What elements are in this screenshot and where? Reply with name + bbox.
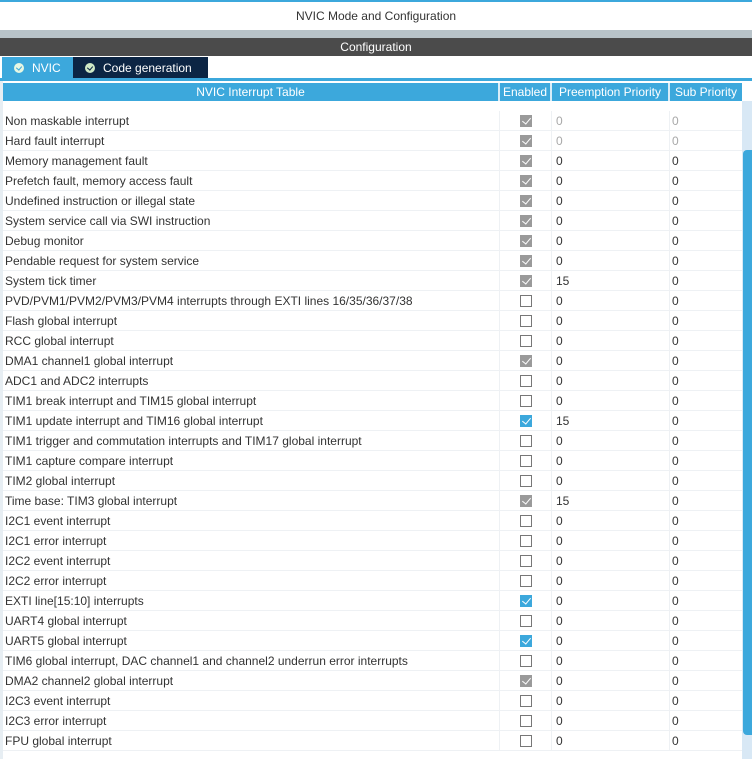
sub-priority-cell[interactable]: 0	[672, 173, 679, 188]
sub-priority-cell[interactable]: 0	[672, 473, 679, 488]
enabled-cell	[500, 531, 552, 550]
tab-label: NVIC	[32, 60, 61, 75]
enabled-cell	[500, 331, 552, 350]
interrupt-name: TIM1 update interrupt and TIM16 global interrupt	[3, 411, 500, 430]
table-row[interactable]	[3, 711, 742, 731]
preemption-priority-cell[interactable]: 0	[552, 431, 670, 450]
interrupt-name: TIM2 global interrupt	[3, 471, 500, 490]
preemption-priority-cell[interactable]: 0	[552, 231, 670, 250]
enabled-cell	[500, 731, 552, 750]
table-row[interactable]	[3, 591, 742, 611]
sub-priority-cell[interactable]: 0	[672, 153, 679, 168]
interrupt-name: Flash global interrupt	[3, 311, 500, 330]
enabled-cell	[500, 511, 552, 530]
tab-code-generation[interactable]	[73, 57, 208, 78]
preemption-priority-cell[interactable]: 0	[552, 551, 670, 570]
interrupt-name: Prefetch fault, memory access fault	[3, 171, 500, 190]
check-circle-icon	[14, 63, 24, 73]
table-row[interactable]	[3, 251, 742, 271]
sub-priority-cell[interactable]: 0	[672, 653, 679, 668]
table-row[interactable]	[3, 471, 742, 491]
interrupt-name: FPU global interrupt	[3, 731, 500, 750]
enabled-cell	[500, 551, 552, 570]
enabled-cell	[500, 611, 552, 630]
interrupt-name: Debug monitor	[3, 231, 500, 250]
checkbox-checked-icon	[520, 155, 532, 167]
checkbox-checked-icon	[520, 235, 532, 247]
window-title: NVIC Mode and Configuration	[0, 2, 752, 30]
table-row[interactable]	[3, 371, 742, 391]
checkbox-checked-icon	[520, 175, 532, 187]
preemption-priority-cell[interactable]: 0	[552, 571, 670, 590]
enabled-cell	[500, 591, 552, 610]
sub-priority-cell[interactable]: 0	[672, 673, 679, 688]
table-row[interactable]	[3, 451, 742, 471]
sub-priority-cell[interactable]: 0	[672, 573, 679, 588]
enabled-cell	[500, 291, 552, 310]
sub-priority-cell[interactable]: 0	[672, 513, 679, 528]
tab-nvic[interactable]	[2, 57, 73, 78]
table-header	[3, 83, 742, 101]
preemption-priority-cell[interactable]: 0	[552, 511, 670, 530]
sub-priority-cell[interactable]: 0	[672, 733, 679, 748]
checkbox-checked-icon[interactable]	[520, 415, 532, 427]
checkbox-unchecked-icon[interactable]	[520, 575, 532, 587]
checkbox-checked-icon	[520, 255, 532, 267]
preemption-priority-cell[interactable]: 0	[552, 631, 670, 650]
checkbox-checked-icon	[520, 215, 532, 227]
table-row[interactable]	[3, 271, 742, 291]
enabled-cell	[500, 371, 552, 390]
enabled-cell	[500, 571, 552, 590]
checkbox-checked-icon	[520, 355, 532, 367]
checkbox-unchecked-icon[interactable]	[520, 335, 532, 347]
preemption-priority-cell[interactable]: 0	[552, 391, 670, 410]
table-row[interactable]	[3, 351, 742, 371]
tab-bar	[2, 57, 208, 78]
interrupt-name: System service call via SWI instruction	[3, 211, 500, 230]
sub-priority-cell[interactable]: 0	[672, 273, 679, 288]
preemption-priority-cell[interactable]: 0	[552, 731, 670, 750]
enabled-cell	[500, 651, 552, 670]
preemption-priority-cell[interactable]: 0	[552, 311, 670, 330]
enabled-cell	[500, 131, 552, 150]
preemption-priority-cell[interactable]: 0	[552, 471, 670, 490]
interrupt-name: I2C3 error interrupt	[3, 711, 500, 730]
sub-priority-cell[interactable]: 0	[672, 293, 679, 308]
interrupt-name: Time base: TIM3 global interrupt	[3, 491, 500, 510]
tab-underline	[0, 78, 752, 81]
interrupt-name: DMA2 channel2 global interrupt	[3, 671, 500, 690]
table-row[interactable]	[3, 731, 742, 751]
sub-priority-cell[interactable]: 0	[672, 553, 679, 568]
interrupt-name: Pendable request for system service	[3, 251, 500, 270]
enabled-cell	[500, 411, 552, 430]
column-header-sub-priority[interactable]: Sub Priority	[670, 83, 742, 101]
interrupt-name: RCC global interrupt	[3, 331, 500, 350]
enabled-cell	[500, 491, 552, 510]
checkbox-checked-icon	[520, 495, 532, 507]
table-row[interactable]	[3, 611, 742, 631]
sub-priority-cell[interactable]: 0	[672, 353, 679, 368]
preemption-priority-cell: 0	[552, 131, 670, 150]
checkbox-unchecked-icon[interactable]	[520, 695, 532, 707]
enabled-cell	[500, 351, 552, 370]
sub-priority-cell[interactable]: 0	[672, 613, 679, 628]
table-row[interactable]	[3, 571, 742, 591]
preemption-priority-cell[interactable]: 15	[552, 411, 670, 430]
enabled-cell	[500, 231, 552, 250]
interrupt-name: I2C1 error interrupt	[3, 531, 500, 550]
checkbox-unchecked-icon[interactable]	[520, 515, 532, 527]
sub-priority-cell[interactable]: 0	[672, 393, 679, 408]
interrupt-name: Non maskable interrupt	[3, 111, 500, 130]
sub-priority-cell[interactable]: 0	[672, 533, 679, 548]
tab-label: Code generation	[103, 60, 192, 75]
table-row[interactable]	[3, 511, 742, 531]
preemption-priority-cell[interactable]: 0	[552, 691, 670, 710]
interrupt-name: I2C1 event interrupt	[3, 511, 500, 530]
table-row[interactable]	[3, 291, 742, 311]
sub-priority-cell[interactable]: 0	[672, 313, 679, 328]
table-row[interactable]	[3, 311, 742, 331]
checkbox-checked-icon	[520, 675, 532, 687]
sub-priority-cell[interactable]: 0	[672, 593, 679, 608]
checkbox-checked-icon[interactable]	[520, 635, 532, 647]
checkbox-checked-icon	[520, 195, 532, 207]
table-row[interactable]	[3, 171, 742, 191]
interrupt-name: EXTI line[15:10] interrupts	[3, 591, 500, 610]
table-row[interactable]	[3, 151, 742, 171]
interrupt-name: Memory management fault	[3, 151, 500, 170]
interrupt-name: TIM1 break interrupt and TIM15 global interrupt	[3, 391, 500, 410]
sub-priority-cell[interactable]: 0	[672, 193, 679, 208]
checkbox-unchecked-icon[interactable]	[520, 455, 532, 467]
enabled-cell	[500, 311, 552, 330]
sub-priority-cell[interactable]: 0	[672, 493, 679, 508]
table-row[interactable]	[3, 671, 742, 691]
interrupt-name: I2C2 error interrupt	[3, 571, 500, 590]
section-title: Configuration	[0, 38, 752, 56]
table-row[interactable]	[3, 631, 742, 651]
sub-priority-cell[interactable]: 0	[672, 433, 679, 448]
enabled-cell	[500, 691, 552, 710]
sub-priority-cell[interactable]: 0	[672, 233, 679, 248]
sub-priority-cell[interactable]: 0	[672, 373, 679, 388]
table-row[interactable]	[3, 691, 742, 711]
preemption-priority-cell[interactable]: 0	[552, 151, 670, 170]
interrupt-name: TIM1 capture compare interrupt	[3, 451, 500, 470]
vertical-scrollbar-thumb[interactable]	[743, 150, 752, 735]
table-row[interactable]	[3, 651, 742, 671]
enabled-cell	[500, 391, 552, 410]
checkbox-unchecked-icon[interactable]	[520, 435, 532, 447]
enabled-cell	[500, 671, 552, 690]
checkbox-unchecked-icon[interactable]	[520, 295, 532, 307]
interrupt-name: I2C3 event interrupt	[3, 691, 500, 710]
divider-bar	[0, 30, 752, 38]
enabled-cell	[500, 271, 552, 290]
interrupt-name: I2C2 event interrupt	[3, 551, 500, 570]
sub-priority-cell: 0	[672, 113, 679, 128]
interrupt-name: Hard fault interrupt	[3, 131, 500, 150]
preemption-priority-cell[interactable]: 0	[552, 711, 670, 730]
preemption-priority-cell[interactable]: 0	[552, 171, 670, 190]
table-row[interactable]	[3, 411, 742, 431]
table-row[interactable]	[3, 431, 742, 451]
checkbox-checked-icon	[520, 275, 532, 287]
checkbox-unchecked-icon[interactable]	[520, 315, 532, 327]
checkbox-unchecked-icon[interactable]	[520, 475, 532, 487]
column-header-enabled[interactable]: Enabled	[500, 83, 552, 101]
sub-priority-cell[interactable]: 0	[672, 213, 679, 228]
preemption-priority-cell[interactable]: 0	[552, 191, 670, 210]
preemption-priority-cell[interactable]: 0	[552, 451, 670, 470]
checkbox-unchecked-icon[interactable]	[520, 555, 532, 567]
enabled-cell	[500, 711, 552, 730]
table-row[interactable]	[3, 131, 742, 151]
preemption-priority-cell[interactable]: 15	[552, 271, 670, 290]
sub-priority-cell[interactable]: 0	[672, 633, 679, 648]
checkbox-unchecked-icon[interactable]	[520, 395, 532, 407]
enabled-cell	[500, 171, 552, 190]
table-row[interactable]	[3, 211, 742, 231]
enabled-cell	[500, 211, 552, 230]
sub-priority-cell: 0	[672, 133, 679, 148]
preemption-priority-cell[interactable]: 15	[552, 491, 670, 510]
sub-priority-cell[interactable]: 0	[672, 693, 679, 708]
checkbox-unchecked-icon[interactable]	[520, 655, 532, 667]
interrupt-name: UART4 global interrupt	[3, 611, 500, 630]
table-row[interactable]	[3, 531, 742, 551]
checkbox-checked-icon	[520, 135, 532, 147]
checkbox-unchecked-icon[interactable]	[520, 715, 532, 727]
interrupt-name: PVD/PVM1/PVM2/PVM3/PVM4 interrupts through EXTI lines 16/35/36/37/38	[3, 291, 500, 310]
sub-priority-cell[interactable]: 0	[672, 713, 679, 728]
table-row[interactable]	[3, 491, 742, 511]
preemption-priority-cell[interactable]: 0	[552, 371, 670, 390]
interrupt-name: ADC1 and ADC2 interrupts	[3, 371, 500, 390]
check-circle-icon	[85, 63, 95, 73]
checkbox-checked-icon[interactable]	[520, 595, 532, 607]
preemption-priority-cell[interactable]: 0	[552, 331, 670, 350]
checkbox-checked-icon	[520, 115, 532, 127]
checkbox-unchecked-icon[interactable]	[520, 735, 532, 747]
preemption-priority-cell[interactable]: 0	[552, 651, 670, 670]
enabled-cell	[500, 471, 552, 490]
preemption-priority-cell[interactable]: 0	[552, 671, 670, 690]
preemption-priority-cell: 0	[552, 111, 670, 130]
interrupt-name: UART5 global interrupt	[3, 631, 500, 650]
preemption-priority-cell[interactable]: 0	[552, 531, 670, 550]
interrupt-table-body	[3, 111, 742, 751]
interrupt-name: Undefined instruction or illegal state	[3, 191, 500, 210]
table-row[interactable]	[3, 391, 742, 411]
table-row[interactable]	[3, 231, 742, 251]
preemption-priority-cell[interactable]: 0	[552, 611, 670, 630]
interrupt-name: DMA1 channel1 global interrupt	[3, 351, 500, 370]
sub-priority-cell[interactable]: 0	[672, 253, 679, 268]
column-header-preemption-priority[interactable]: Preemption Priority	[552, 83, 670, 101]
enabled-cell	[500, 451, 552, 470]
enabled-cell	[500, 251, 552, 270]
checkbox-unchecked-icon[interactable]	[520, 615, 532, 627]
preemption-priority-cell[interactable]: 0	[552, 291, 670, 310]
table-row[interactable]	[3, 331, 742, 351]
table-row[interactable]	[3, 551, 742, 571]
preemption-priority-cell[interactable]: 0	[552, 251, 670, 270]
interrupt-name: TIM1 trigger and commutation interrupts and TIM17 global interrupt	[3, 431, 500, 450]
sub-priority-cell[interactable]: 0	[672, 333, 679, 348]
enabled-cell	[500, 631, 552, 650]
preemption-priority-cell[interactable]: 0	[552, 351, 670, 370]
table-row[interactable]	[3, 111, 742, 131]
table-row[interactable]	[3, 191, 742, 211]
preemption-priority-cell[interactable]: 0	[552, 591, 670, 610]
checkbox-unchecked-icon[interactable]	[520, 535, 532, 547]
sub-priority-cell[interactable]: 0	[672, 413, 679, 428]
checkbox-unchecked-icon[interactable]	[520, 375, 532, 387]
column-header-name[interactable]: NVIC Interrupt Table	[3, 83, 500, 101]
interrupt-name: TIM6 global interrupt, DAC channel1 and channel2 underrun error interrupts	[3, 651, 500, 670]
enabled-cell	[500, 111, 552, 130]
enabled-cell	[500, 431, 552, 450]
sub-priority-cell[interactable]: 0	[672, 453, 679, 468]
enabled-cell	[500, 191, 552, 210]
enabled-cell	[500, 151, 552, 170]
preemption-priority-cell[interactable]: 0	[552, 211, 670, 230]
interrupt-name: System tick timer	[3, 271, 500, 290]
